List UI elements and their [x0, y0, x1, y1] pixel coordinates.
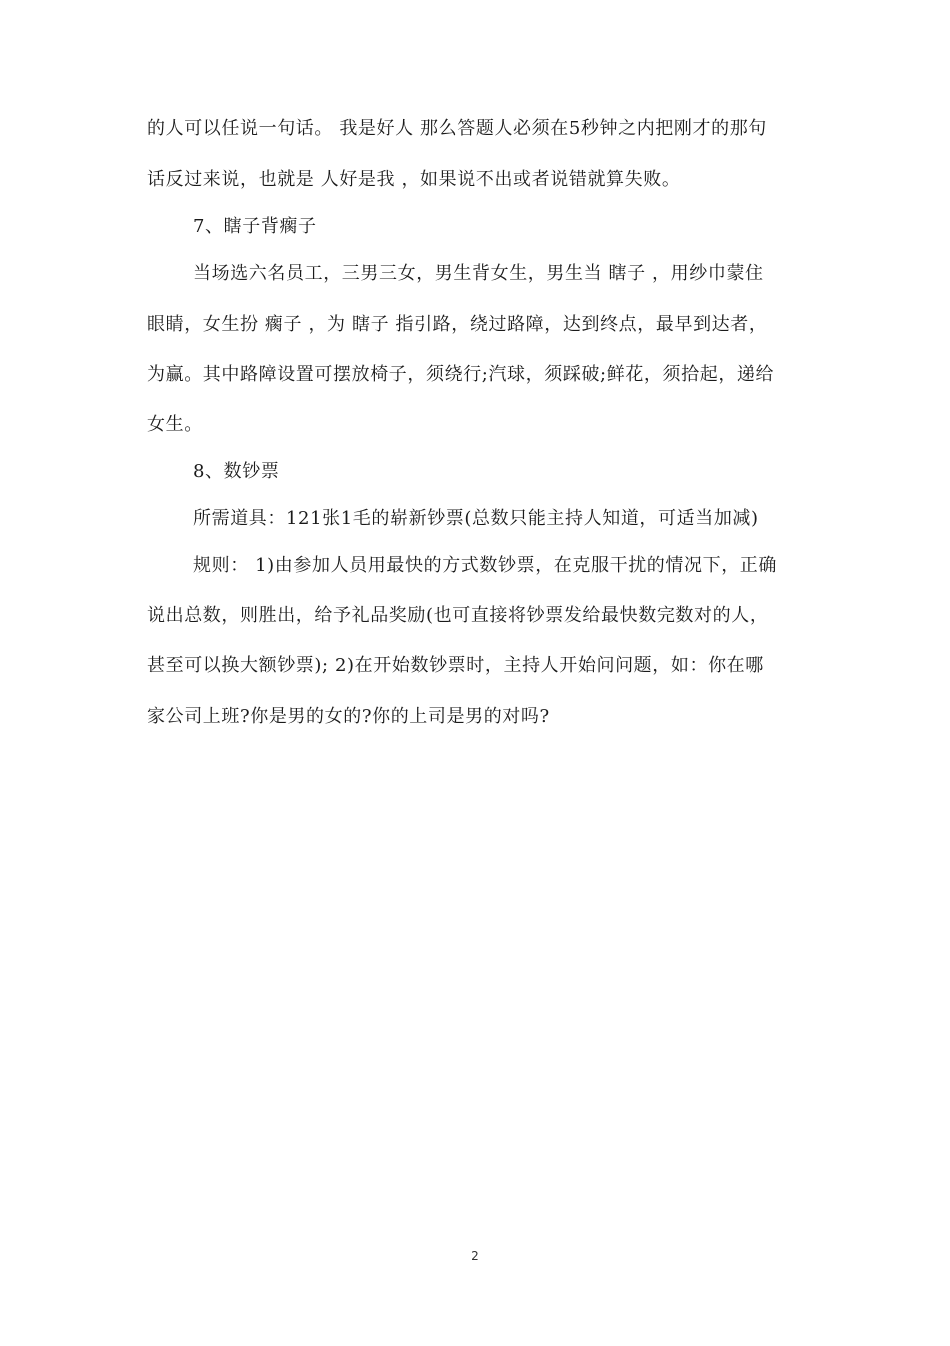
text-line-12: 甚至可以换大额钞票); 2)在开始数钞票时，主持人开始问问题，如：你在哪: [147, 655, 764, 676]
text-line-4: 当场选六名员工，三男三女，男生背女生，男生当 瞎子 ，用纱巾蒙住: [193, 263, 764, 284]
text-line-11: 说出总数，则胜出，给予礼品奖励(也可直接将钞票发给最快数完数对的人，: [147, 605, 769, 626]
text-line-9: 所需道具：121张1毛的崭新钞票(总数只能主持人知道，可适当加减): [193, 508, 759, 529]
text-line-5: 眼睛，女生扮 瘸子 ，为 瞎子 指引路，绕过路障，达到终点，最早到达者，: [147, 314, 768, 335]
text-line-6: 为赢。其中路障设置可摆放椅子，须绕行;汽球，须踩破;鲜花，须拾起，递给: [147, 364, 775, 385]
section-heading-8: 8、数钞票: [193, 461, 280, 482]
text-line-10: 规则： 1)由参加人员用最快的方式数钞票，在克服干扰的情况下，正确: [193, 555, 777, 576]
text-line-7: 女生。: [147, 414, 203, 435]
page-number: 2: [471, 1249, 479, 1263]
text-line-2: 话反过来说，也就是 人好是我 ，如果说不出或者说错就算失败。: [147, 169, 681, 190]
text-line-1: 的人可以任说一句话。 我是好人 那么答题人必须在5秒钟之内把刚才的那句: [147, 118, 767, 139]
text-line-13: 家公司上班?你是男的女的?你的上司是男的对吗?: [147, 706, 550, 727]
section-heading-7: 7、瞎子背瘸子: [193, 216, 317, 237]
